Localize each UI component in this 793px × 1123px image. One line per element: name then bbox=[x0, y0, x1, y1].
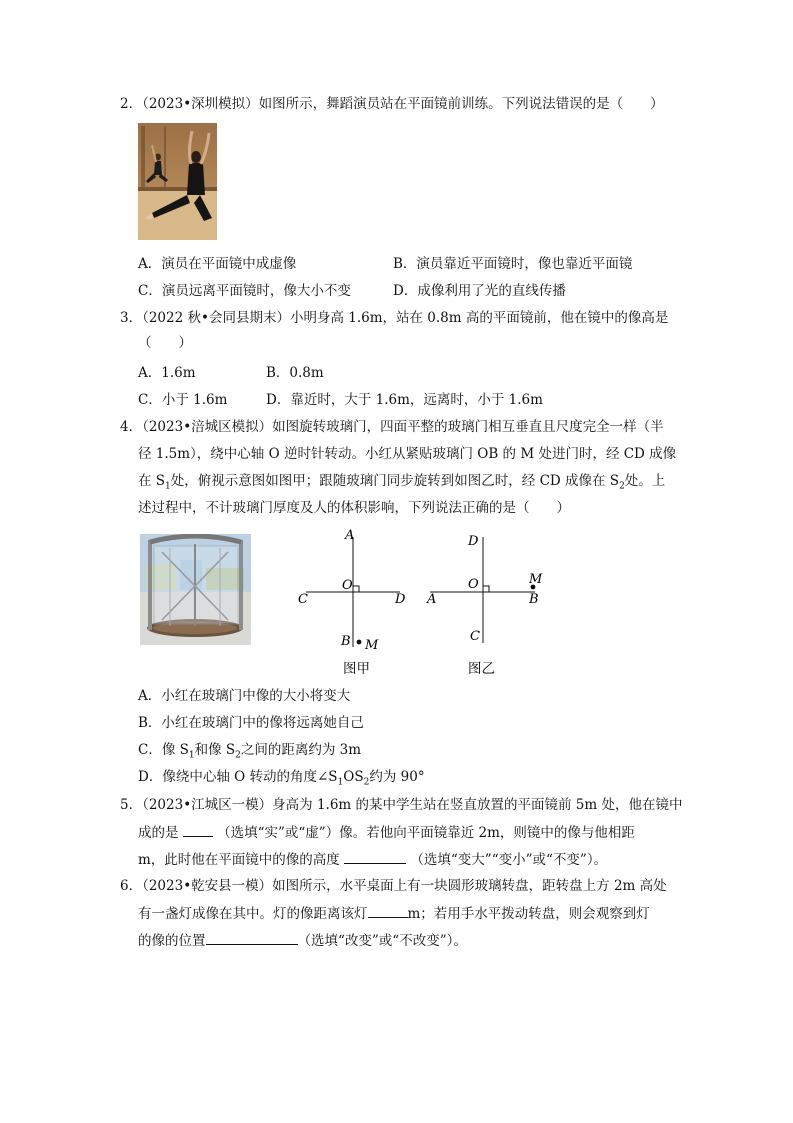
q5-stem-line2: 成的是 （选填“实”或“虚”）像。若他向平面镜靠近 2m，则镜中的像与他相距 bbox=[138, 822, 635, 843]
q4-option-a: A．小红在玻璃门中像的大小将变大 bbox=[138, 688, 351, 704]
yi-label-o: O bbox=[468, 577, 479, 592]
yi-label-d: D bbox=[468, 534, 479, 549]
q3-stem-line2: （ ） bbox=[138, 335, 192, 351]
jia-label-m: M bbox=[365, 638, 379, 653]
q4-stem-line2: 径 1.5m），绕中心轴 O 逆时针转动。小红从紧贴玻璃门 OB 的 M 处进门时，经 CD 成像 bbox=[138, 446, 677, 462]
q4-stem-line3: 在 $S_1$处，俯视示意图如图甲；跟随玻璃门同步旋转到如图乙时，经 CD 成像在 $S_2$处。上 bbox=[138, 473, 666, 492]
dancer-photo bbox=[138, 123, 217, 240]
q6-blank-1[interactable] bbox=[368, 903, 408, 918]
q5-blank-1[interactable] bbox=[183, 822, 213, 837]
yi-label-a: A bbox=[427, 592, 437, 607]
q2-option-a: A．演员在平面镜中成虚像 bbox=[138, 256, 297, 272]
jia-point-m bbox=[357, 640, 362, 645]
q4-option-c: C．像 $S_1$和像 $S_2$之间的距离约为 3m bbox=[138, 742, 362, 761]
q4-option-d: D．像绕中心轴 O 转动的角度$\angle S_1OS_2$约为 90° bbox=[138, 769, 425, 788]
q4-option-b: B．小红在玻璃门中的像将远离她自己 bbox=[138, 715, 364, 731]
q4-stem-line1: 4．（2023•涪城区模拟）如图旋转玻璃门，四面平整的玻璃门相互垂直且尺度完全一样（半 bbox=[120, 419, 664, 435]
q3-option-b: B．0.8m bbox=[266, 365, 324, 381]
q4-stem-line4: 述过程中，不计玻璃门厚度及人的体积影响，下列说法正确的是（ ） bbox=[138, 500, 570, 516]
q3-option-d: D．靠近时，大于 1.6m，远离时，小于 1.6m bbox=[266, 392, 543, 408]
q5-stem-line1: 5．（2023•江城区一模）身高为 1.6m 的某中学生站在竖直放置的平面镜前 5m 处，他在镜中 bbox=[120, 797, 683, 813]
jia-label-o: O bbox=[342, 578, 353, 593]
q2-option-b: B．演员靠近平面镜时，像也靠近平面镜 bbox=[393, 256, 633, 272]
jia-label-a: A bbox=[345, 528, 355, 543]
q2-stem: 2．（2023•深圳模拟）如图所示，舞蹈演员站在平面镜前训练。下列说法错误的是（ ） bbox=[120, 96, 664, 112]
yi-label-m: M bbox=[529, 572, 543, 587]
yi-caption: 图乙 bbox=[468, 661, 495, 677]
q6-stem-line2: 有一盏灯成像在其中。灯的像距离该灯 m；若用手水平拨动转盘，则会观察到灯 bbox=[138, 903, 650, 924]
q3-option-c: C．小于 1.6m bbox=[138, 392, 228, 408]
q3-stem-line1: 3．（2022 秋•会同县期末）小明身高 1.6m，站在 0.8m 高的平面镜前，他在镜中的像高是 bbox=[120, 310, 669, 326]
q2-option-c: C．演员远离平面镜时，像大小不变 bbox=[138, 283, 351, 299]
jia-caption: 图甲 bbox=[343, 661, 370, 677]
q6-blank-2[interactable] bbox=[206, 930, 298, 945]
diagram-jia bbox=[290, 525, 420, 690]
q6-stem-line1: 6．（2023•乾安县一模）如图所示，水平桌面上有一块圆形玻璃转盘，距转盘上方 2m 高处 bbox=[120, 878, 667, 894]
jia-label-d: D bbox=[395, 592, 406, 607]
q2-option-d: D．成像利用了光的直线传播 bbox=[393, 283, 566, 299]
diagram-yi bbox=[425, 525, 555, 690]
jia-label-c: C bbox=[298, 592, 308, 607]
q6-stem-line3: 的像的位置 （选填“改变”或“不改变”）。 bbox=[138, 930, 467, 951]
revolving-door-photo bbox=[140, 534, 251, 645]
q5-stem-line3: m，此时他在平面镜中的像的高度 （选填“变大”“变小”或“不变”）。 bbox=[138, 849, 607, 870]
yi-label-b: B bbox=[529, 592, 539, 607]
q5-blank-3[interactable] bbox=[344, 849, 406, 864]
q3-option-a: A．1.6m bbox=[138, 365, 196, 381]
jia-label-b: B bbox=[341, 634, 351, 649]
yi-label-c: C bbox=[470, 629, 480, 644]
